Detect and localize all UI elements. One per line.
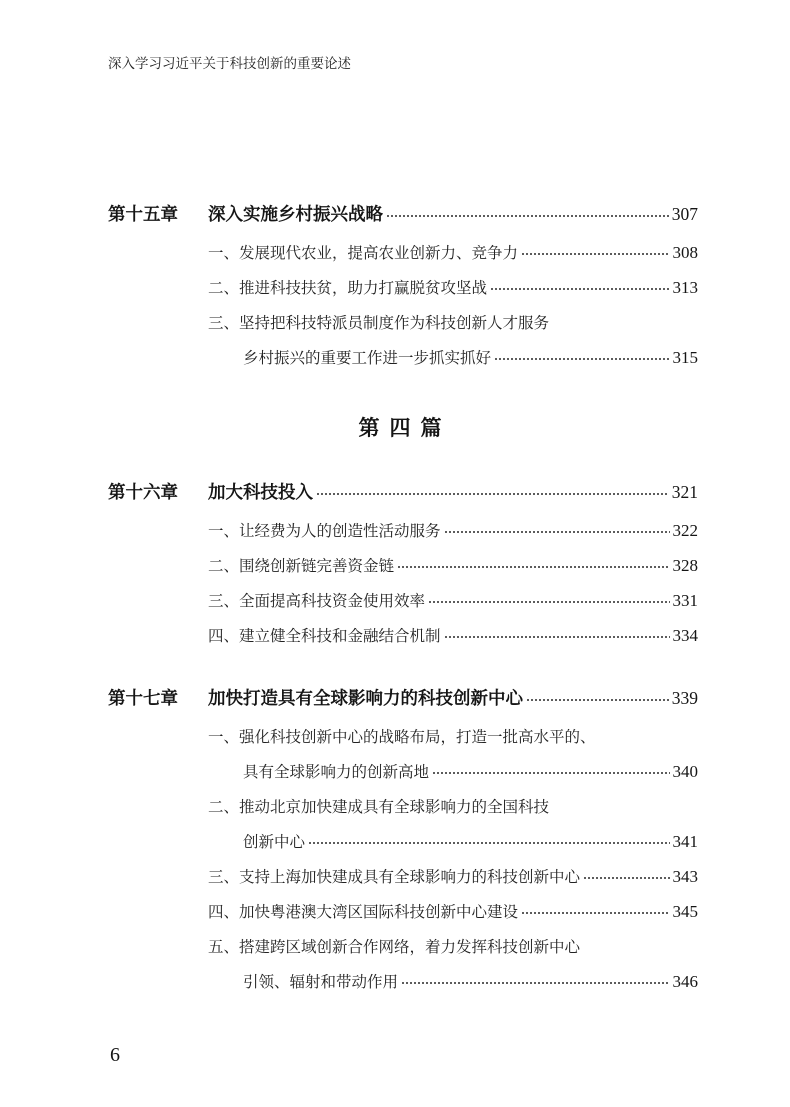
toc-chapter-15[interactable] <box>108 201 698 226</box>
page-number: 341 <box>672 832 698 851</box>
toc-section-16-3[interactable] <box>208 589 698 611</box>
page-number: 307 <box>671 204 698 224</box>
dot-leader <box>444 521 670 537</box>
section-title: 二、推进科技扶贫，助力打赢脱贫攻坚战 <box>208 279 488 297</box>
dot-leader <box>521 243 669 259</box>
dot-leader <box>386 203 669 221</box>
section-title: 三、坚持把科技特派员制度作为科技创新人才服务 <box>208 314 550 332</box>
page-number: 334 <box>672 626 698 645</box>
section-title-continued: 具有全球影响力的创新高地 <box>243 763 430 781</box>
dot-leader <box>521 902 669 918</box>
toc-section-17-5-line2[interactable] <box>243 970 698 992</box>
section-title: 五、搭建跨区域创新合作网络，着力发挥科技创新中心 <box>208 938 581 956</box>
chapter-title: 深入实施乡村振兴战略 <box>208 205 383 225</box>
section-title: 四、加快粤港澳大湾区国际科技创新中心建设 <box>208 903 519 921</box>
toc-section-15-3-line2[interactable] <box>243 346 698 368</box>
dot-leader <box>308 832 669 848</box>
section-title-continued: 引领、辐射和带动作用 <box>243 973 399 991</box>
chapter-label: 第十五章 <box>108 205 178 225</box>
section-title: 三、全面提高科技资金使用效率 <box>208 592 426 610</box>
page-number: 313 <box>672 278 698 297</box>
dot-leader <box>583 867 669 883</box>
toc-section-17-5-line1[interactable] <box>208 935 698 957</box>
dot-leader <box>444 626 670 642</box>
toc-section-15-3-line1[interactable] <box>208 311 698 333</box>
toc-chapter-17[interactable] <box>108 685 698 710</box>
dot-leader <box>526 687 669 705</box>
toc-chapter-16[interactable] <box>108 479 698 504</box>
toc-section-16-1[interactable] <box>208 519 698 541</box>
toc-section-17-2-line1[interactable] <box>208 795 698 817</box>
chapter-label: 第十六章 <box>108 483 178 503</box>
toc-section-17-2-line2[interactable] <box>243 830 698 852</box>
page-number: 331 <box>672 591 698 610</box>
section-title: 二、推动北京加快建成具有全球影响力的全国科技 <box>208 798 550 816</box>
chapter-title: 加快打造具有全球影响力的科技创新中心 <box>208 689 523 709</box>
section-title-continued: 创新中心 <box>243 833 306 851</box>
page-number: 339 <box>671 688 698 708</box>
section-title-continued: 乡村振兴的重要工作进一步抓实抓好 <box>243 349 492 367</box>
chapter-title: 加大科技投入 <box>208 483 313 503</box>
section-title: 四、建立健全科技和金融结合机制 <box>208 627 441 645</box>
section-title: 一、强化科技创新中心的战略布局，打造一批高水平的、 <box>208 728 596 746</box>
folio-page-number: 6 <box>110 1044 120 1066</box>
dot-leader <box>490 278 669 294</box>
dot-leader <box>316 481 669 499</box>
dot-leader <box>494 348 669 364</box>
section-title: 二、围绕创新链完善资金链 <box>208 557 395 575</box>
toc-section-16-4[interactable] <box>208 624 698 646</box>
dot-leader <box>401 972 669 988</box>
toc-section-16-2[interactable] <box>208 554 698 576</box>
page-number: 346 <box>672 972 698 991</box>
page-number: 345 <box>672 902 698 921</box>
page-number: 321 <box>671 482 698 502</box>
page-number: 315 <box>672 348 698 367</box>
toc-section-17-4[interactable] <box>208 900 698 922</box>
dot-leader <box>428 591 669 607</box>
section-title: 一、让经费为人的创造性活动服务 <box>208 522 441 540</box>
toc-section-15-1[interactable] <box>208 241 698 263</box>
page-number: 308 <box>672 243 698 262</box>
toc-section-17-1-line1[interactable] <box>208 725 698 747</box>
toc-section-15-2[interactable] <box>208 276 698 298</box>
page-number: 322 <box>672 521 698 540</box>
dot-leader <box>397 556 669 572</box>
toc-section-17-1-line2[interactable] <box>243 760 698 782</box>
toc-section-17-3[interactable] <box>208 865 698 887</box>
dot-leader <box>432 762 669 778</box>
part-heading: 第四篇 <box>358 416 452 440</box>
page-number: 343 <box>672 867 698 886</box>
section-title: 一、发展现代农业，提高农业创新力、竞争力 <box>208 244 519 262</box>
page-number: 340 <box>672 762 698 781</box>
page-number: 328 <box>672 556 698 575</box>
chapter-label: 第十七章 <box>108 689 178 709</box>
section-title: 三、支持上海加快建成具有全球影响力的科技创新中心 <box>208 868 581 886</box>
running-header: 深入学习习近平关于科技创新的重要论述 <box>108 56 351 72</box>
